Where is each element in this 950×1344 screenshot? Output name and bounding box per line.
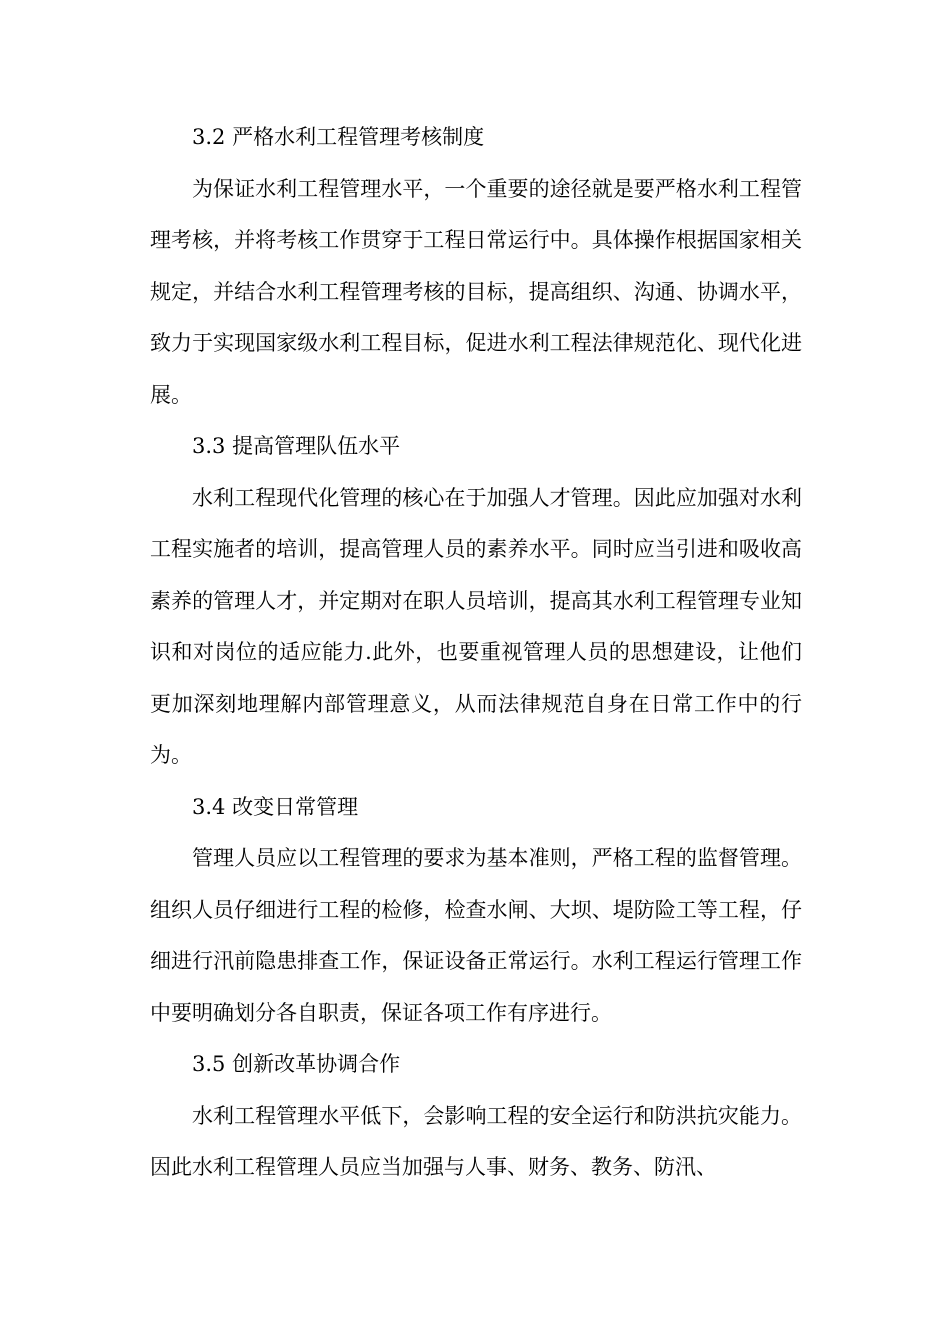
section-paragraph-3-5: 水利工程管理水平低下，会影响工程的安全运行和防洪抗灾能力。因此水利工程管理人员应当加强与人事、财务、教务、防汛、 [150, 1103, 802, 1179]
section-heading-3-4: 3.4 改变日常管理 [192, 794, 359, 819]
section-paragraph-3-4: 管理人员应以工程管理的要求为基本准则，严格工程的监督管理。组织人员仔细进行工程的检修，检查水闸、大坝、堤防险工等工程，仔细进行汛前隐患排查工作，保证设备正常运行。水利工程运行管理工作中要明确划分各自职责，保证各项工作有序进行。 [150, 846, 802, 1025]
document-body [150, 112, 802, 1194]
section-heading-3-3: 3.3 提高管理队伍水平 [192, 434, 401, 458]
section-paragraph-3-2: 为保证水利工程管理水平，一个重要的途径就是要严格水利工程管理考核，并将考核工作贯穿于工程日常运行中。具体操作根据国家相关规定，并结合水利工程管理考核的目标，提高组织、沟通、协调水平，致力于实现国家级水利工程目标，促进水利工程法律规范化、现代化进展。 [150, 176, 802, 407]
section-heading-3-5: 3.5 创新改革协调合作 [192, 1052, 401, 1076]
section-heading-3-2: 3.2 严格水利工程管理考核制度 [192, 125, 485, 149]
section-paragraph-3-3: 水利工程现代化管理的核心在于加强人才管理。因此应加强对水利工程实施者的培训，提高管理人员的素养水平。同时应当引进和吸收高素养的管理人才，并定期对在职人员培训，提高其水利工程管理专业知识和对岗位的适应能力.此外，也要重视管理人员的思想建设，让他们更加深刻地理解内部管理意义，从而法律规范自身在日常工作中的行为。 [150, 485, 802, 767]
